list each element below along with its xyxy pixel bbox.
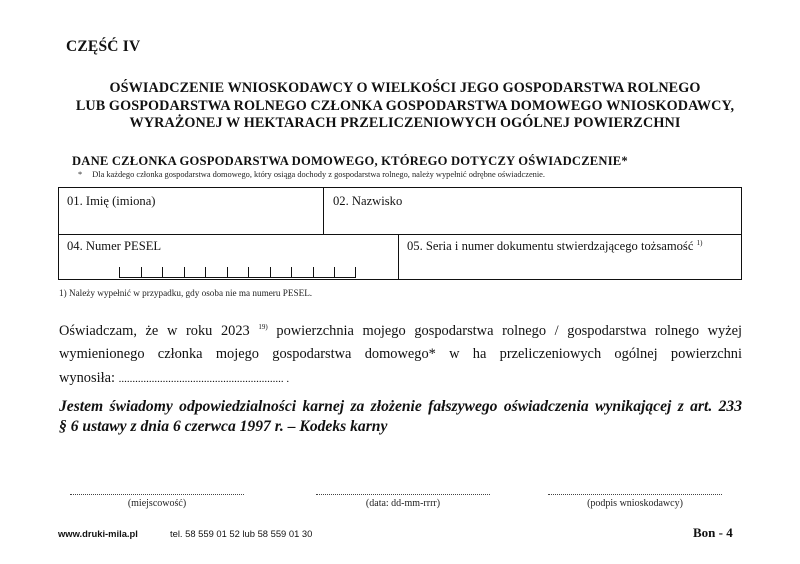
declaration-line	[59, 367, 742, 392]
pesel-digit-box[interactable]	[141, 267, 163, 278]
warning-line: Jestem świadomy odpowiedzialności karnej za złożenie fałszywego oświadczenia wynikającej z art. 233	[59, 398, 742, 415]
place-input[interactable]	[70, 494, 244, 495]
declaration-line1-end: powierzchnia mojego gospodarstwa rolnego / gospodarstwa rolnego wyżej	[276, 322, 743, 339]
place-label: (miejscowość)	[127, 498, 187, 509]
warning-line: § 6 ustawy z dnia 6 czerwca 1997 r. – Kodeks karny	[59, 418, 388, 435]
title-line: LUB GOSPODARSTWA ROLNEGO CZŁONKA GOSPODARSTWA DOMOWEGO WNIOSKODAWCY,	[75, 97, 735, 114]
footnote-ref-19: 19)	[258, 323, 268, 331]
page-code: Bon - 4	[693, 525, 733, 540]
pesel-digit-box[interactable]	[291, 267, 313, 278]
area-label: wynosiła:	[59, 369, 115, 386]
date-input[interactable]	[316, 494, 490, 495]
document-footnote-ref: 1)	[696, 239, 703, 247]
part-label: CZĘŚĆ IV	[66, 38, 141, 55]
document-number-label: 05. Seria i numer dokumentu stwierdzającego tożsamość	[407, 239, 694, 254]
member-data-heading: DANE CZŁONKA GOSPODARSTWA DOMOWEGO, KTÓREGO DOTYCZY OŚWIADCZENIE*	[72, 154, 628, 168]
pesel-label: 04. Numer PESEL	[67, 239, 162, 253]
pesel-digit-box[interactable]	[184, 267, 206, 278]
title-line: WYRAŻONEJ W HEKTARACH PRZELICZENIOWYCH OGÓLNEJ POWIERZCHNI	[129, 115, 681, 131]
website-link[interactable]: www.druki-mila.pl	[58, 528, 138, 539]
criminal-liability-warning	[59, 397, 742, 437]
declaration-line1-start: Oświadczam, że w roku 2023	[59, 322, 250, 339]
pesel-digit-box[interactable]	[313, 267, 335, 278]
note-star: *	[78, 170, 83, 179]
pesel-digit-box[interactable]	[248, 267, 270, 278]
pesel-digit-box[interactable]	[119, 267, 141, 278]
signature-input[interactable]	[548, 494, 722, 495]
signature-label: (podpis wnioskodawcy)	[587, 498, 683, 509]
pesel-input[interactable]	[119, 267, 356, 278]
pesel-digit-box[interactable]	[162, 267, 184, 278]
column-divider	[323, 188, 324, 234]
declaration-line	[59, 316, 742, 343]
column-divider	[398, 234, 399, 279]
first-name-field[interactable]: 01. Imię (imiona)	[67, 194, 156, 208]
document-number-field[interactable]	[407, 239, 702, 254]
title-line: OŚWIADCZENIE WNIOSKODAWCY O WIELKOŚCI JEGO GOSPODARSTWA ROLNEGO	[109, 80, 701, 96]
footnote-1: 1) Należy wypełnić w przypadku, gdy osoba nie ma numeru PESEL.	[59, 288, 313, 298]
date-label: (data: dd-mm-rrrr)	[365, 498, 441, 509]
declaration-text	[59, 316, 742, 391]
pesel-digit-box[interactable]	[334, 267, 356, 278]
pesel-digit-box[interactable]	[205, 267, 227, 278]
declaration-line: wymienionego członka mojego gospodarstwa domowego* w ha przeliczeniowych ogólnej powierzchni	[59, 346, 742, 363]
pesel-digit-box[interactable]	[270, 267, 292, 278]
last-name-field[interactable]: 02. Nazwisko	[333, 194, 403, 208]
member-data-note	[78, 170, 545, 179]
pesel-digit-box[interactable]	[227, 267, 249, 278]
row-divider	[59, 234, 741, 235]
note-text: Dla każdego członka gospodarstwa domowego, który osiąga dochody z gospodarstwa rolnego, należy wypełnić odrębne oświadczenie.	[92, 170, 545, 179]
phone-numbers: tel. 58 559 01 52 lub 58 559 01 30	[170, 528, 313, 539]
area-input[interactable]: ............................................................ .	[118, 372, 290, 385]
member-data-form	[58, 187, 742, 280]
statement-title	[40, 80, 770, 133]
